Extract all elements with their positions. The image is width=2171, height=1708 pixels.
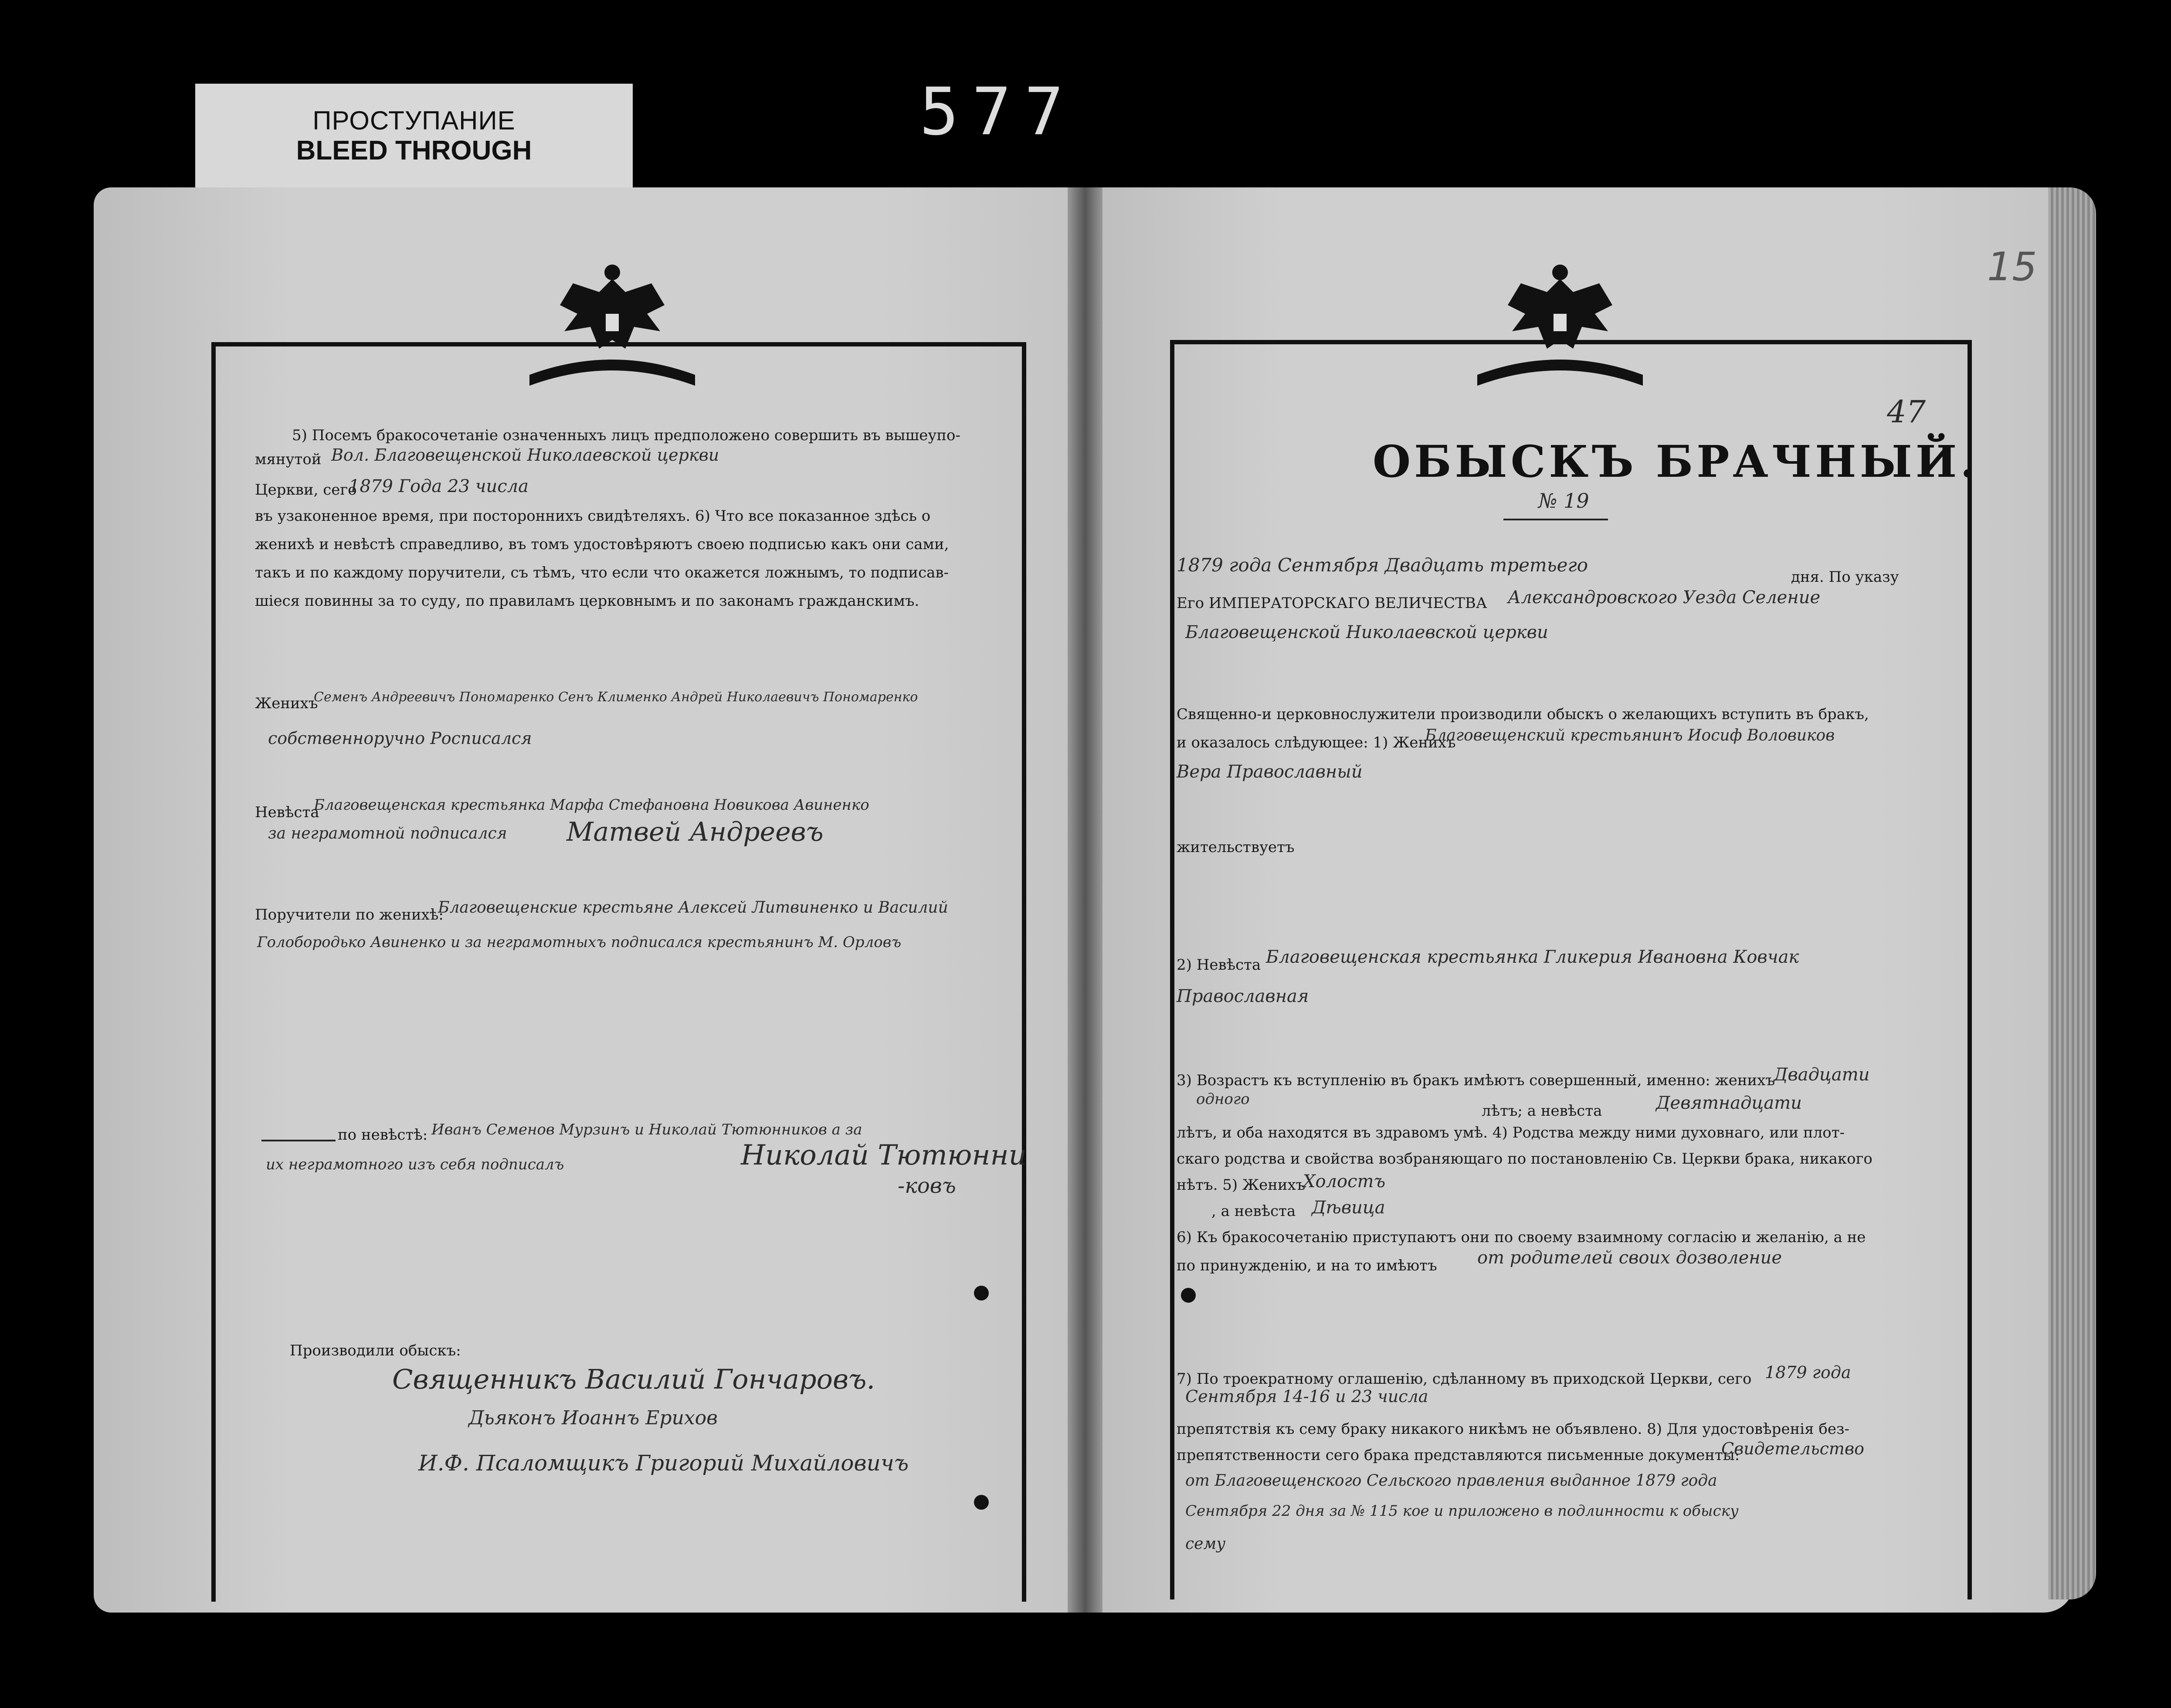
guarantors-bride-label: по невѣстѣ:	[338, 1126, 428, 1144]
label-russian: ПРОСТУПАНИЕ	[312, 106, 516, 135]
deacon-signature: Дьяконъ Иоаннъ Ерихов	[468, 1407, 718, 1429]
consent-line2: по принужденiю, и на то имѣютъ	[1177, 1257, 1437, 1274]
bride-signature-3: Матвей Андреевъ	[566, 817, 824, 847]
parental-consent: от родителей своих дозволение	[1477, 1248, 1782, 1268]
banns-year: 1879 года	[1765, 1363, 1851, 1382]
punch-hole	[974, 1495, 989, 1510]
bride-faith: Православная	[1177, 986, 1309, 1006]
clause5-line2: мянутой	[255, 451, 322, 468]
right-frame	[1170, 340, 1972, 1599]
bride-label: 2) Невѣста	[1177, 956, 1261, 974]
decree-label: дня. По указу	[1791, 568, 1899, 586]
blank-line	[261, 1140, 336, 1141]
banns-dates: Сентября 14-16 и 23 числа	[1185, 1387, 1428, 1406]
guarantors-bride-hand3: Николай Тютюнни	[741, 1139, 1027, 1171]
age-line1: 3) Возрастъ къ вступленiю въ бракъ имѣютъ совершенный, именно: женихъ	[1177, 1072, 1775, 1089]
consent-line1: 6) Къ бракосочетанiю приступаютъ они по своему взаимному согласiю и желанiю, а не	[1177, 1229, 1866, 1246]
guarantors-groom-label: Поручители по женихѣ:	[255, 906, 444, 924]
record-number: № 19	[1538, 489, 1589, 513]
clause5-line7: шiеся повинны за то суду, по правиламъ церковнымъ и по законамъ гражданскимъ.	[255, 592, 919, 610]
banns-line3: препятственности сего брака представляются письменные документы:	[1177, 1447, 1740, 1464]
label-english: BLEED THROUGH	[296, 136, 532, 166]
priest-signature: Священникъ Василий Гончаровъ.	[392, 1363, 875, 1395]
guarantors-bride-hand4: -ковъ	[898, 1174, 956, 1198]
bride-label: Невѣста	[255, 804, 319, 821]
clause5-line6: такъ и по каждому поручители, съ тѣмъ, что если что окажется ложнымъ, то подписав-	[255, 564, 949, 581]
groom-signature: Семенъ Андреевичъ Пономаренко Сенъ Клименко Андрей Николаевичъ Пономаренко	[314, 689, 918, 705]
bride-age: Девятнадцати	[1656, 1093, 1802, 1113]
bride-status: Дѣвица	[1312, 1198, 1385, 1218]
bleed-through-label	[195, 84, 633, 198]
age-line3: лѣтъ, и оба находятся въ здравомъ умѣ. 4) Родства между ними духовнаго, или плот-	[1177, 1124, 1845, 1141]
bride-signature-2: за неграмотной подписался	[268, 825, 507, 842]
age-line5: нѣтъ. 5) Женихъ	[1177, 1176, 1306, 1194]
guarantors-groom-hand2: Голобородько Авиненко и за неграмотныхъ подписался крестьянинъ М. Орловъ	[257, 934, 902, 951]
frame-number: 577	[919, 74, 1077, 150]
document-handwriting-2: от Благовещенского Сельского правления выданное 1879 года	[1185, 1472, 1717, 1490]
groom-label: Женихъ	[255, 695, 318, 712]
eagle-emblem-icon	[521, 261, 704, 388]
date-handwriting: 1879 года Сентября Двадцать третьего	[1177, 554, 1588, 576]
clause5-line5: женихѣ и невѣстѣ справедливо, въ томъ удостовѣряютъ своею подписью какъ они сами,	[255, 536, 949, 553]
groom-faith: Вера Православный	[1177, 762, 1363, 782]
number-underline	[1503, 519, 1608, 520]
clause5-line3: Церкви, сего	[255, 481, 357, 499]
majesty-line: Его ИМПЕРАТОРСКАГО ВЕЛИЧЕСТВА	[1177, 594, 1487, 612]
book-gutter	[1068, 187, 1102, 1613]
punch-hole	[1181, 1288, 1196, 1303]
church-handwriting: Благовещенской Николаевской церкви	[1185, 622, 1548, 642]
eagle-emblem-icon	[1469, 261, 1652, 388]
document-handwriting: Свидетельство	[1721, 1439, 1864, 1458]
document-title: ОБЫСКЪ БРАЧНЫЙ.	[1373, 436, 1979, 487]
date-handwriting: 1879 Года 23 числа	[349, 476, 529, 496]
book-edge	[2048, 187, 2096, 1599]
groom-identity: Благовещенский крестьянинъ Иосиф Воловиков	[1425, 727, 1835, 744]
groom-signature-2: собственноручно Росписался	[268, 729, 532, 748]
groom-age: Двадцати	[1774, 1065, 1870, 1085]
age-line6: , а невѣста	[1211, 1202, 1296, 1220]
guarantors-bride-hand2: их неграмотного изъ себя подписалъ	[266, 1156, 564, 1173]
groom-status: Холостъ	[1303, 1171, 1386, 1192]
bride-identity: Благовещенская крестьянка Гликерия Ивановна Ковчак	[1266, 947, 1799, 967]
age-line2: лѣтъ; а невѣста	[1482, 1102, 1602, 1120]
church-handwriting: Вол. Благовещенской Николаевской церкви	[331, 445, 719, 465]
punch-hole	[974, 1286, 989, 1301]
guarantors-groom-hand1: Благовещенские крестьяне Алексей Литвиненко и Василий	[438, 899, 948, 917]
groom-age-2: одного	[1196, 1090, 1250, 1108]
psalmist-signature: И.Ф. Псаломщикъ Григорий Михайловичъ	[418, 1450, 909, 1476]
clergy-line1: Священно-и церковнослужители производили обыскъ о желающихъ вступить въ бракъ,	[1177, 706, 1869, 723]
record-mark: 47	[1887, 394, 1926, 430]
document-handwriting-4: сему	[1185, 1535, 1226, 1553]
clergy-line2: и оказалось слѣдующее: 1) Женихъ	[1177, 734, 1456, 751]
performed-by-label: Производили обыскъ:	[290, 1342, 461, 1359]
clause5-line1: 5) Посемъ бракосочетанiе означенныхъ лицъ предположено совершить въ вышеупо-	[292, 427, 960, 444]
banns-line1: 7) По троекратному оглашенiю, сдѣланному въ приходской Церкви, сего	[1177, 1370, 1752, 1388]
document-handwriting-3: Сентября 22 дня за № 115 кое и приложено в подлинности к обыску	[1185, 1502, 1739, 1520]
guarantors-bride-hand1: Иванъ Семенов Мурзинъ и Николай Тютюнников а за	[431, 1121, 862, 1138]
bride-signature: Благовещенская крестьянка Марфа Стефановна Новикова Авиненко	[314, 796, 869, 814]
age-line4: скаго родства и свойства возбраняющаго по постановленiю Св. Церкви брака, никакого	[1177, 1150, 1872, 1168]
residence-label: жительствуетъ	[1177, 839, 1295, 856]
clause5-line4: въ узаконенное время, при постороннихъ свидѣтеляхъ. 6) Что все показанное здѣсь о	[255, 507, 931, 525]
banns-line2: препятствiя къ сему браку никакого никѣмъ не объявлено. 8) Для удостовѣренiя без-	[1177, 1420, 1849, 1438]
archive-page-number: 15	[1987, 244, 2037, 290]
district-handwriting: Александровского Уезда Селение	[1508, 587, 1821, 608]
